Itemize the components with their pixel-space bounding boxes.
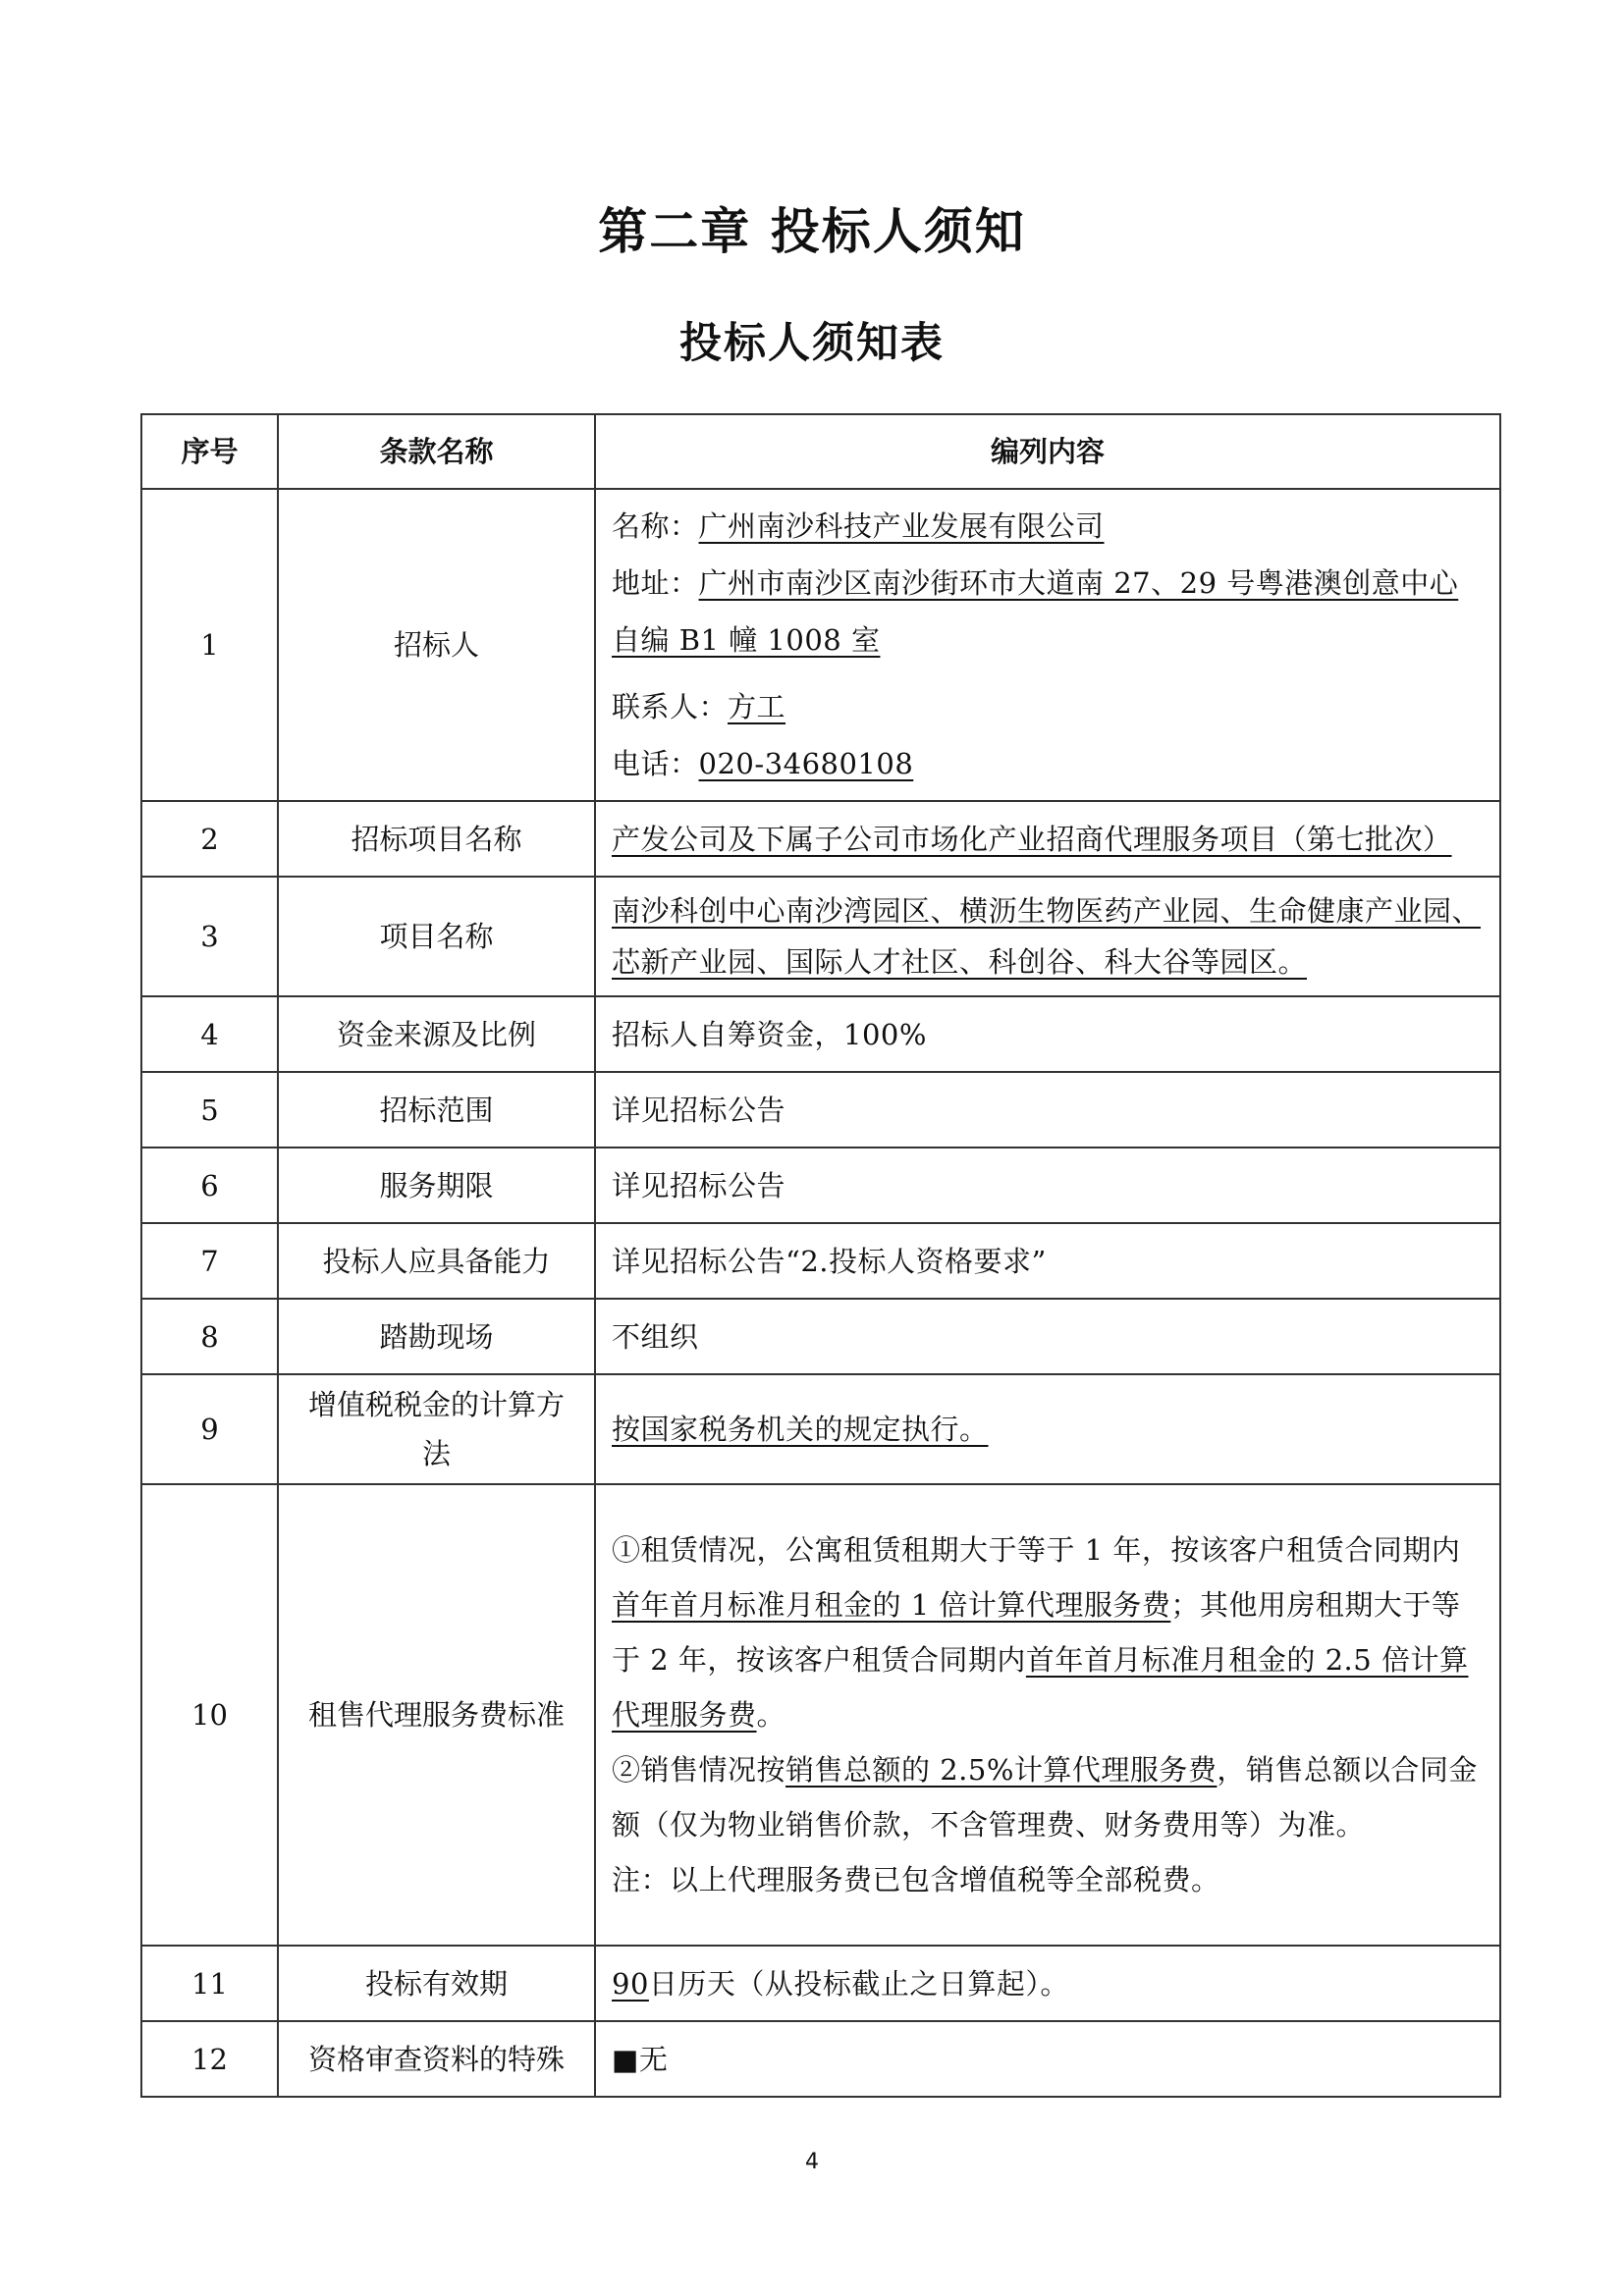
row-name: 租售代理服务费标准 [278, 1484, 595, 1946]
table-row [141, 877, 1500, 996]
tenderer-address: 地址：广州市南沙区南沙街环市大道南 27、29 号粤港澳创意中心自编 B1 幢 1008 室 [612, 566, 1459, 657]
fee-note: 注：以上代理服务费已包含增值税等全部税费。 [612, 1863, 1220, 1896]
bidder-instructions-table [140, 413, 1501, 2098]
row-name: 项目名称 [278, 877, 595, 996]
rental-fee-paragraph: ①租赁情况，公寓租赁租期大于等于 1 年，按该客户租赁合同期内首年首月标准月租金的 1 倍计算代理服务费；其他用房租期大于等于 2 年，按该客户租赁合同期内首年首月标准月租金的 2.5 倍计算代理服务费。 [612, 1533, 1469, 1732]
tenderer-phone: 电话：020-34680108 [612, 747, 914, 780]
row-no: 2 [141, 801, 278, 877]
row-no: 1 [141, 489, 278, 801]
row-name: 资金来源及比例 [278, 996, 595, 1072]
row-no: 7 [141, 1223, 278, 1299]
header-no: 序号 [141, 414, 278, 489]
row-name: 增值税税金的计算方法 [278, 1374, 595, 1484]
table-row [141, 2021, 1500, 2097]
table-header-row [141, 414, 1500, 489]
row-name: 招标人 [278, 489, 595, 801]
table-row [141, 489, 1500, 801]
row-no: 11 [141, 1946, 278, 2021]
table-row [141, 1374, 1500, 1484]
chapter-title: 第二章 投标人须知 [598, 203, 1026, 260]
row-no: 4 [141, 996, 278, 1072]
row-content [595, 1484, 1500, 1946]
row-content: 不组织 [595, 1299, 1500, 1374]
row-no: 10 [141, 1484, 278, 1946]
row-content: 详见招标公告“2.投标人资格要求” [595, 1223, 1500, 1299]
row-name: 服务期限 [278, 1148, 595, 1223]
row-name: 招标范围 [278, 1072, 595, 1148]
row-content [595, 489, 1500, 801]
row-name: 资格审查资料的特殊 [278, 2021, 595, 2097]
row-content: 详见招标公告 [595, 1072, 1500, 1148]
header-content: 编列内容 [595, 414, 1500, 489]
page-number: 4 [805, 2150, 819, 2174]
row-content: 南沙科创中心南沙湾园区、横沥生物医药产业园、生命健康产业园、芯新产业园、国际人才社区、科创谷、科大谷等园区。 [595, 877, 1500, 996]
row-content: 详见招标公告 [595, 1148, 1500, 1223]
sales-fee-paragraph: ②销售情况按销售总额的 2.5%计算代理服务费，销售总额以合同金额（仅为物业销售价款，不含管理费、财务费用等）为准。 [612, 1753, 1478, 1842]
header-name: 条款名称 [278, 414, 595, 489]
table-row [141, 1223, 1500, 1299]
row-no: 5 [141, 1072, 278, 1148]
row-content: 90日历天（从投标截止之日算起）。 [595, 1946, 1500, 2021]
table-row [141, 1946, 1500, 2021]
table-row [141, 801, 1500, 877]
table-row [141, 1148, 1500, 1223]
tenderer-name: 名称：广州南沙科技产业发展有限公司 [612, 509, 1105, 543]
row-no: 3 [141, 877, 278, 996]
table-row [141, 996, 1500, 1072]
row-content: 招标人自筹资金，100% [595, 996, 1500, 1072]
row-no: 8 [141, 1299, 278, 1374]
row-content: 产发公司及下属子公司市场化产业招商代理服务项目（第七批次） [595, 801, 1500, 877]
row-no: 6 [141, 1148, 278, 1223]
row-name: 踏勘现场 [278, 1299, 595, 1374]
row-no: 12 [141, 2021, 278, 2097]
table-row [141, 1484, 1500, 1946]
table-row [141, 1072, 1500, 1148]
row-content: ■无 [595, 2021, 1500, 2097]
table-title: 投标人须知表 [679, 319, 945, 368]
tenderer-contact: 联系人：方工 [612, 690, 786, 723]
row-no: 9 [141, 1374, 278, 1484]
table-row [141, 1299, 1500, 1374]
row-name: 投标有效期 [278, 1946, 595, 2021]
row-name: 投标人应具备能力 [278, 1223, 595, 1299]
row-content: 按国家税务机关的规定执行。 [595, 1374, 1500, 1484]
row-name: 招标项目名称 [278, 801, 595, 877]
